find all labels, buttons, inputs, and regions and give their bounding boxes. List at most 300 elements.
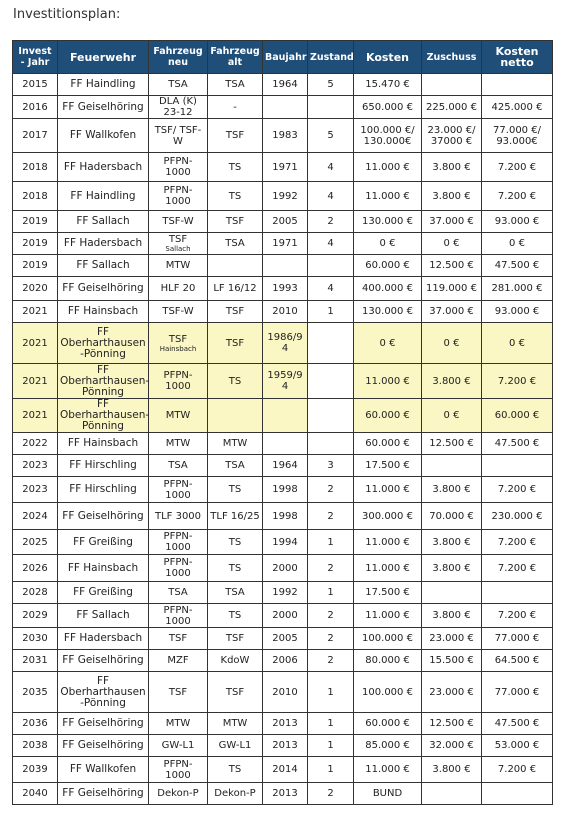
cell-year-text: 2015 <box>22 79 48 90</box>
table-row <box>13 119 553 153</box>
cell-year-text: 2018 <box>22 190 48 202</box>
cell-zuschuss-text: 0 € <box>443 337 460 349</box>
cell-kosten-netto <box>482 182 553 211</box>
cell-fahrzeug-alt-text: TSA <box>225 79 245 90</box>
cell-baujahr <box>263 323 308 364</box>
table-row <box>13 650 553 672</box>
col-header-year: Invest - Jahr <box>13 41 58 74</box>
cell-feuerwehr-text: FF Hadersbach <box>63 160 143 173</box>
table-row <box>13 364 553 399</box>
cell-kosten-text: 85.000 € <box>365 740 410 751</box>
cell-kosten-netto <box>482 783 553 805</box>
cell-fahrzeug-alt-text: TS <box>228 375 242 387</box>
cell-zuschuss <box>422 650 482 672</box>
cell-year <box>13 650 58 672</box>
cell-year <box>13 735 58 757</box>
table-row <box>13 783 553 805</box>
cell-zustand <box>308 301 354 323</box>
cell-kosten-netto-text: 7.200 € <box>497 190 537 202</box>
cell-kosten-netto-text: 0 € <box>509 238 525 249</box>
cell-zustand <box>308 783 354 805</box>
cell-zuschuss <box>422 277 482 301</box>
cell-baujahr <box>263 604 308 628</box>
cell-zuschuss <box>422 555 482 582</box>
cell-baujahr-text: 2006 <box>272 655 298 666</box>
cell-zuschuss <box>422 74 482 96</box>
cell-year <box>13 364 58 399</box>
cell-fahrzeug-neu-text: PFPN- 1000 <box>163 557 193 579</box>
cell-fahrzeug-alt-text: TS <box>228 610 242 621</box>
cell-year <box>13 277 58 301</box>
cell-kosten-text: 300.000 € <box>362 510 413 522</box>
cell-year-text: 2020 <box>22 283 48 294</box>
cell-zustand <box>308 530 354 555</box>
cell-kosten <box>354 555 422 582</box>
cell-kosten <box>354 455 422 477</box>
cell-kosten <box>354 74 422 96</box>
cell-fahrzeug-alt <box>208 455 263 477</box>
cell-zustand <box>308 119 354 153</box>
cell-fahrzeug-alt <box>208 323 263 364</box>
cell-fahrzeug-neu-text: PFPN- 1000 <box>163 478 193 501</box>
cell-fahrzeug-alt-text: TSA <box>225 460 245 471</box>
cell-feuerwehr <box>58 503 149 530</box>
cell-kosten-text: 100.000 € <box>362 686 413 698</box>
cell-fahrzeug-neu-text: DLA (K) 23-12 <box>159 96 197 118</box>
table-row <box>13 74 553 96</box>
cell-zuschuss-text: 0 € <box>443 238 460 249</box>
cell-baujahr <box>263 301 308 323</box>
cell-fahrzeug-neu-text: GW-L1 <box>161 740 195 751</box>
cell-kosten-netto <box>482 713 553 735</box>
cell-kosten <box>354 628 422 650</box>
table-row <box>13 455 553 477</box>
cell-fahrzeug-neu <box>149 757 208 783</box>
cell-year-text: 2029 <box>22 610 48 621</box>
cell-zuschuss <box>422 96 482 119</box>
cell-year-text: 2031 <box>22 655 48 666</box>
cell-kosten-text: 15.470 € <box>365 79 410 90</box>
cell-kosten-netto <box>482 433 553 455</box>
cell-zustand <box>308 604 354 628</box>
cell-feuerwehr <box>58 783 149 805</box>
cell-baujahr <box>263 364 308 399</box>
cell-zustand-text: 2 <box>327 216 334 227</box>
col-header-fahrzeug-alt: Fahrzeug alt <box>208 41 263 74</box>
cell-zustand-text: 1 <box>327 587 334 598</box>
cell-fahrzeug-neu <box>149 399 208 433</box>
cell-fahrzeug-alt <box>208 604 263 628</box>
cell-baujahr-text: 1971 <box>272 238 298 249</box>
cell-fahrzeug-alt-text: TS <box>228 484 242 495</box>
cell-baujahr-text: 1964 <box>272 79 298 90</box>
cell-fahrzeug-neu <box>149 433 208 455</box>
cell-feuerwehr-text: FF Hainsbach <box>67 305 139 317</box>
cell-fahrzeug-alt-text: TSF <box>225 306 245 317</box>
cell-feuerwehr <box>58 119 149 153</box>
cell-kosten-text: BUND <box>372 788 403 799</box>
cell-fahrzeug-neu-source: Sallach <box>165 245 191 253</box>
cell-fahrzeug-neu-text: TSF <box>168 234 188 245</box>
cell-kosten-text: 400.000 € <box>362 283 413 294</box>
cell-year <box>13 555 58 582</box>
cell-fahrzeug-neu <box>149 119 208 153</box>
cell-feuerwehr-text: FF Greißing <box>73 535 133 548</box>
cell-feuerwehr-text: FF Greißing <box>73 586 133 598</box>
cell-zuschuss-text: 37.000 € <box>429 306 474 317</box>
cell-fahrzeug-alt <box>208 530 263 555</box>
cell-feuerwehr-text: FF Oberharthausen- Pönning <box>60 363 150 398</box>
cell-fahrzeug-alt <box>208 399 263 433</box>
cell-feuerwehr <box>58 455 149 477</box>
cell-zustand <box>308 503 354 530</box>
cell-year-text: 2039 <box>22 764 48 775</box>
table-row <box>13 477 553 503</box>
cell-feuerwehr-text: FF Sallach <box>76 609 130 621</box>
cell-baujahr-text: 1992 <box>272 190 298 202</box>
cell-zuschuss <box>422 211 482 233</box>
cell-kosten-netto <box>482 650 553 672</box>
cell-year-text: 2019 <box>22 238 48 249</box>
cell-fahrzeug-neu-text: TSF-W <box>162 216 194 227</box>
cell-fahrzeug-alt-text: - <box>233 101 237 113</box>
cell-kosten-netto-text: 7.200 € <box>497 161 537 173</box>
table-row <box>13 323 553 364</box>
cell-baujahr <box>263 735 308 757</box>
cell-zuschuss-text: 119.000 € <box>426 283 477 294</box>
cell-kosten-text: 100.000 € <box>362 633 413 644</box>
cell-feuerwehr <box>58 650 149 672</box>
cell-fahrzeug-alt-text: GW-L1 <box>218 740 252 751</box>
cell-zustand <box>308 277 354 301</box>
cell-fahrzeug-alt-text: KdoW <box>220 655 250 666</box>
cell-fahrzeug-alt <box>208 301 263 323</box>
cell-kosten <box>354 96 422 119</box>
cell-kosten-text: 100.000 €/ 130.000€ <box>360 124 415 147</box>
cell-kosten-netto <box>482 455 553 477</box>
cell-zuschuss <box>422 477 482 503</box>
cell-year <box>13 233 58 255</box>
col-header-kosten: Kosten <box>354 41 422 74</box>
cell-kosten-netto-text: 53.000 € <box>494 740 540 751</box>
cell-baujahr <box>263 211 308 233</box>
cell-fahrzeug-neu <box>149 735 208 757</box>
cell-fahrzeug-alt <box>208 255 263 277</box>
cell-zustand-text: 1 <box>327 740 334 751</box>
cell-year <box>13 399 58 433</box>
cell-fahrzeug-neu-text: TSF <box>168 333 188 345</box>
cell-year-text: 2022 <box>22 438 48 449</box>
cell-baujahr-text: 2000 <box>272 562 298 574</box>
cell-feuerwehr-text: FF Oberharthausen -Pönning <box>60 325 146 360</box>
cell-kosten <box>354 182 422 211</box>
cell-zustand <box>308 153 354 182</box>
cell-kosten-text: 80.000 € <box>365 655 410 666</box>
cell-zustand-text: 2 <box>327 788 334 799</box>
cell-kosten-netto <box>482 399 553 433</box>
cell-year <box>13 74 58 96</box>
cell-baujahr-text: 2005 <box>272 216 298 227</box>
cell-kosten-netto <box>482 323 553 364</box>
cell-fahrzeug-neu-text: TSF/ TSF-W <box>154 124 202 147</box>
cell-baujahr-text: 2014 <box>272 764 298 775</box>
cell-kosten <box>354 233 422 255</box>
cell-fahrzeug-neu-text: TSA <box>168 460 188 471</box>
cell-year <box>13 503 58 530</box>
cell-zuschuss <box>422 399 482 433</box>
cell-baujahr <box>263 783 308 805</box>
cell-baujahr <box>263 182 308 211</box>
cell-baujahr <box>263 628 308 650</box>
cell-kosten-netto-text: 7.200 € <box>497 536 537 548</box>
cell-zuschuss <box>422 672 482 713</box>
cell-year-text: 2026 <box>22 562 48 574</box>
cell-zuschuss-text: 12.500 € <box>429 438 474 449</box>
cell-fahrzeug-alt <box>208 211 263 233</box>
cell-feuerwehr <box>58 74 149 96</box>
cell-fahrzeug-neu-text: TSA <box>168 587 188 598</box>
cell-kosten-netto-text: 47.500 € <box>494 718 540 729</box>
cell-baujahr <box>263 650 308 672</box>
cell-zuschuss-text: 225.000 € <box>426 101 477 113</box>
cell-baujahr-text: 2000 <box>272 610 298 621</box>
cell-zustand-text: 4 <box>327 161 334 173</box>
cell-year-text: 2016 <box>22 101 48 113</box>
cell-baujahr <box>263 399 308 433</box>
table-row <box>13 277 553 301</box>
cell-feuerwehr-text: FF Geiselhöring <box>62 509 144 522</box>
cell-fahrzeug-neu-text: TSF-W <box>162 306 194 317</box>
cell-year <box>13 477 58 503</box>
table-row <box>13 628 553 650</box>
cell-fahrzeug-neu-text: PFPN- 1000 <box>163 156 193 178</box>
cell-fahrzeug-alt-text: TSF <box>225 216 245 227</box>
page-title: Investitionsplan: <box>13 7 121 22</box>
table-row <box>13 182 553 211</box>
cell-kosten <box>354 672 422 713</box>
cell-year-text: 2018 <box>22 161 48 173</box>
cell-fahrzeug-neu-text: TSF <box>168 633 188 644</box>
cell-zustand <box>308 399 354 433</box>
cell-kosten-netto-text: 60.000 € <box>494 410 540 421</box>
cell-year <box>13 182 58 211</box>
cell-fahrzeug-neu-text: MZF <box>167 655 189 666</box>
cell-feuerwehr-text: FF Hirschling <box>69 459 137 471</box>
cell-fahrzeug-neu <box>149 650 208 672</box>
cell-fahrzeug-neu-text: Dekon-P <box>157 788 199 799</box>
cell-zustand-text: 2 <box>327 610 334 621</box>
cell-fahrzeug-alt-text: MTW <box>222 718 248 729</box>
cell-baujahr-text: 1998 <box>272 484 298 495</box>
cell-kosten-netto-text: 93.000 € <box>494 306 540 317</box>
col-header-feuerwehr: Feuerwehr <box>58 41 149 74</box>
table-row <box>13 503 553 530</box>
cell-year <box>13 455 58 477</box>
cell-kosten-netto-text: 77.000 € <box>494 686 540 698</box>
cell-zuschuss-text: 3.800 € <box>432 375 471 387</box>
cell-kosten-text: 11.000 € <box>365 190 410 202</box>
cell-baujahr <box>263 530 308 555</box>
cell-feuerwehr <box>58 182 149 211</box>
cell-kosten-netto <box>482 211 553 233</box>
cell-kosten-netto-text: 7.200 € <box>497 764 537 775</box>
cell-fahrzeug-neu <box>149 582 208 604</box>
cell-kosten-text: 60.000 € <box>365 438 410 449</box>
cell-kosten-text: 60.000 € <box>365 260 410 271</box>
cell-kosten-text: 650.000 € <box>362 101 413 113</box>
cell-feuerwehr-text: FF Oberharthausen- Pönning <box>60 398 150 432</box>
cell-zustand <box>308 96 354 119</box>
cell-fahrzeug-alt <box>208 713 263 735</box>
cell-zustand-text: 2 <box>327 562 334 574</box>
cell-kosten <box>354 783 422 805</box>
cell-zuschuss-text: 12.500 € <box>429 260 474 271</box>
cell-baujahr <box>263 455 308 477</box>
cell-baujahr <box>263 555 308 582</box>
table-row <box>13 153 553 182</box>
cell-fahrzeug-alt-text: TS <box>228 562 242 574</box>
cell-fahrzeug-alt-text: TSF <box>225 633 245 644</box>
cell-zustand <box>308 74 354 96</box>
cell-baujahr-text: 2013 <box>272 788 298 799</box>
cell-zuschuss <box>422 783 482 805</box>
cell-zustand <box>308 582 354 604</box>
cell-feuerwehr-text: FF Geiselhöring <box>62 654 144 666</box>
cell-year-text: 2024 <box>22 510 48 522</box>
cell-fahrzeug-alt <box>208 757 263 783</box>
cell-kosten-netto <box>482 277 553 301</box>
cell-kosten-netto-text: 230.000 € <box>491 510 543 522</box>
cell-kosten-netto-text: 77.000 €/ 93.000€ <box>493 124 541 147</box>
cell-kosten-text: 60.000 € <box>365 410 410 421</box>
table-row <box>13 757 553 783</box>
cell-zustand-text: 1 <box>327 686 334 698</box>
cell-kosten-netto-text: 0 € <box>509 337 525 349</box>
cell-fahrzeug-neu <box>149 364 208 399</box>
cell-baujahr-text: 2010 <box>272 306 298 317</box>
cell-kosten-netto <box>482 119 553 153</box>
cell-fahrzeug-neu <box>149 455 208 477</box>
cell-kosten <box>354 713 422 735</box>
cell-feuerwehr <box>58 555 149 582</box>
cell-fahrzeug-alt-text: TS <box>228 161 242 173</box>
cell-baujahr-text: 1959/9 4 <box>267 370 303 392</box>
cell-year <box>13 713 58 735</box>
cell-fahrzeug-alt <box>208 433 263 455</box>
col-header-zustand: Zustand <box>308 41 354 74</box>
cell-year <box>13 301 58 323</box>
cell-feuerwehr-text: FF Wallkofen <box>69 129 137 141</box>
cell-zuschuss-text: 15.500 € <box>429 655 474 666</box>
cell-zuschuss-text: 3.800 € <box>432 610 471 621</box>
cell-baujahr-text: 1986/9 4 <box>267 332 303 354</box>
cell-kosten <box>354 477 422 503</box>
cell-feuerwehr <box>58 477 149 503</box>
cell-kosten <box>354 530 422 555</box>
cell-fahrzeug-alt <box>208 555 263 582</box>
cell-year-text: 2030 <box>22 633 48 644</box>
cell-feuerwehr-text: FF Hirschling <box>69 483 137 495</box>
cell-zuschuss <box>422 713 482 735</box>
cell-year-text: 2019 <box>22 260 48 271</box>
cell-feuerwehr-text: FF Haindling <box>70 189 136 202</box>
cell-zuschuss <box>422 153 482 182</box>
cell-feuerwehr <box>58 604 149 628</box>
cell-kosten <box>354 757 422 783</box>
cell-fahrzeug-alt <box>208 628 263 650</box>
cell-kosten-text: 11.000 € <box>365 484 410 495</box>
cell-fahrzeug-neu <box>149 301 208 323</box>
cell-feuerwehr <box>58 628 149 650</box>
cell-year-text: 2017 <box>22 130 48 141</box>
cell-fahrzeug-alt <box>208 277 263 301</box>
cell-baujahr-text: 2013 <box>272 718 298 729</box>
col-header-kosten-netto: Kosten netto <box>482 41 553 74</box>
cell-kosten-netto <box>482 735 553 757</box>
cell-fahrzeug-alt <box>208 503 263 530</box>
cell-fahrzeug-neu <box>149 628 208 650</box>
table-row <box>13 582 553 604</box>
cell-zustand <box>308 672 354 713</box>
cell-fahrzeug-neu <box>149 477 208 503</box>
cell-fahrzeug-neu-text: MTW <box>165 718 191 729</box>
cell-feuerwehr <box>58 233 149 255</box>
cell-kosten-netto <box>482 74 553 96</box>
cell-kosten-text: 0 € <box>379 238 396 249</box>
cell-kosten-text: 17.500 € <box>365 460 410 471</box>
cell-fahrzeug-neu <box>149 783 208 805</box>
cell-baujahr-text: 2005 <box>272 633 298 644</box>
cell-feuerwehr-text: FF Geiselhöring <box>62 787 144 799</box>
cell-kosten <box>354 323 422 364</box>
cell-fahrzeug-neu <box>149 74 208 96</box>
cell-fahrzeug-alt <box>208 672 263 713</box>
cell-zustand-text: 2 <box>327 655 334 666</box>
cell-baujahr <box>263 153 308 182</box>
cell-zustand <box>308 455 354 477</box>
cell-baujahr <box>263 96 308 119</box>
cell-kosten <box>354 277 422 301</box>
cell-fahrzeug-neu-text: PFPN- 1000 <box>163 531 193 553</box>
cell-feuerwehr-text: FF Hainsbach <box>67 437 139 449</box>
cell-kosten-text: 60.000 € <box>365 718 410 729</box>
cell-fahrzeug-alt-text: TSA <box>225 587 245 598</box>
table-row <box>13 530 553 555</box>
cell-zuschuss <box>422 301 482 323</box>
cell-feuerwehr <box>58 530 149 555</box>
header-row <box>13 41 553 74</box>
cell-baujahr-text: 1998 <box>272 510 298 522</box>
cell-feuerwehr <box>58 255 149 277</box>
cell-baujahr <box>263 582 308 604</box>
cell-year <box>13 757 58 783</box>
cell-kosten <box>354 582 422 604</box>
cell-year-text: 2028 <box>22 587 48 598</box>
cell-fahrzeug-neu <box>149 323 208 364</box>
cell-year-text: 2023 <box>22 460 48 471</box>
cell-zustand <box>308 477 354 503</box>
cell-feuerwehr <box>58 433 149 455</box>
cell-kosten-netto <box>482 757 553 783</box>
table-row <box>13 735 553 757</box>
cell-kosten-netto <box>482 153 553 182</box>
cell-zuschuss <box>422 455 482 477</box>
cell-baujahr-text: 1992 <box>272 587 298 598</box>
cell-fahrzeug-alt <box>208 783 263 805</box>
cell-zuschuss-text: 3.800 € <box>432 764 471 775</box>
cell-feuerwehr-text: FF Hadersbach <box>63 237 143 249</box>
col-header-baujahr: Baujahr <box>263 41 308 74</box>
